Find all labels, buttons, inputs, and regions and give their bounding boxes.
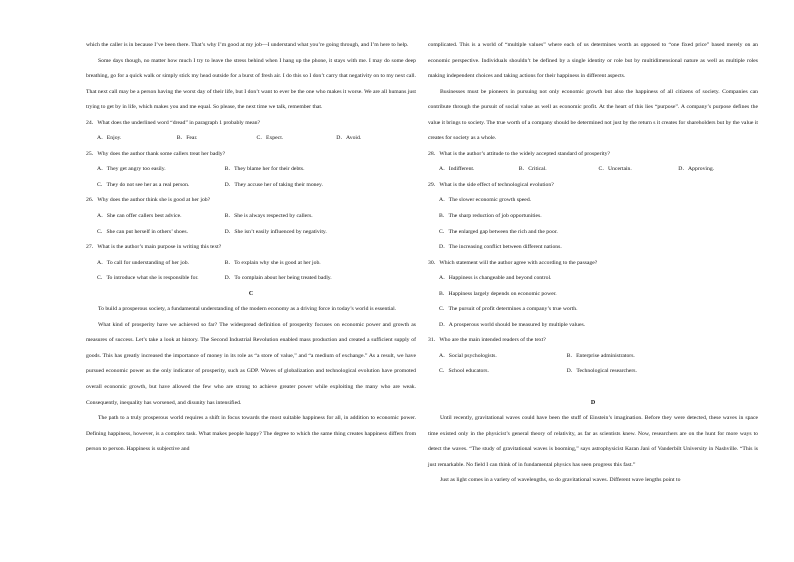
paragraph: To build a prosperous society, a fundamental understanding of the modern economy as a driving force in today’s world is essential. bbox=[98, 306, 397, 313]
option: A．Indifferent. bbox=[439, 166, 475, 173]
option: A．The slower economic growth speed. bbox=[439, 197, 532, 204]
option: D．Avoid. bbox=[336, 135, 362, 142]
right-column bbox=[428, 38, 758, 489]
options-26a bbox=[86, 209, 416, 225]
option: C．To introduce what she is responsible for. bbox=[97, 275, 199, 282]
options-27a bbox=[86, 256, 416, 272]
options-26b bbox=[86, 225, 416, 241]
option: B．Happiness largely depends on economic power. bbox=[439, 290, 557, 297]
paragraph: Some days though, no matter how much I try to leave the stress behind when I hang up the phone, it stays with me. I may do some deep breathing, go for a quick walk or simply stick my head outside for a burst of fresh air. I do this so I don’t carry that negativity on to my next call. That next call may be a person having the worst day of their life, but I don’t want to ever be the one who makes it worse. We are all humans just trying to get by in life, which makes you and me equal. So please, the next time we talk, remember that. bbox=[86, 57, 416, 111]
question-25: 25．Why does the author thank some callers treat her badly? bbox=[86, 150, 226, 157]
option: D．A prosperous world should be measured by multiple values. bbox=[439, 321, 586, 328]
section-heading-d: D bbox=[590, 399, 596, 406]
option: D．She isn’t easily influenced by negativity. bbox=[224, 228, 327, 235]
option: A．They get angry too easily. bbox=[97, 166, 166, 173]
option: D．The increasing conflict between different nations. bbox=[439, 244, 562, 251]
left-column bbox=[86, 38, 416, 458]
question-30: 30．Which statement will the author agree with according to the passage? bbox=[428, 259, 598, 266]
paragraph: which the caller is in because I’ve been there. That’s why I’m good at my job—I understand what you’re going through, and I’m here to help. bbox=[86, 42, 409, 48]
option: C．The pursuit of profit determines a company’s true worth. bbox=[439, 306, 578, 313]
option: A．To call for understanding of her job. bbox=[97, 259, 189, 266]
option: A．Enjoy. bbox=[97, 135, 122, 142]
question-27: 27．What is the author’s main purpose in writing this text? bbox=[86, 244, 222, 251]
paragraph: What kind of prosperity have we achieved so far? The widespread definition of prosperity focuses on economic power and growth as measures of success. Let’s take a look at history. The Second Industrial Revolution enabled mass production and created a sufficient supply of goods. This has greatly increased the importance of money in its role as “a store of value,” and “a medium of exchange.” As a result, we have pursued economic power as the only indicator of prosperity, such as GDP. Waves of globalization and technological evolution have promoted overall economic growth, but have allowed the few who are strong to achieve greater power while exploiting the many who are weak. Consequently, inequality has worsened, and disunity has intensified. bbox=[86, 321, 416, 406]
option: B．They blame her for their debts. bbox=[224, 166, 305, 173]
options-31a bbox=[428, 349, 758, 365]
option: C．School educators. bbox=[439, 368, 489, 375]
option: D．To complain about her being treated badly. bbox=[224, 275, 332, 282]
option: B．She is always respected by callers. bbox=[224, 213, 313, 220]
option: A．Happiness is changeable and beyond control. bbox=[439, 275, 552, 282]
question-31: 31．Who are the main intended readers of the text? bbox=[428, 337, 546, 344]
option: D．They accuse her of taking their money. bbox=[224, 181, 323, 188]
option: C．Expect. bbox=[256, 135, 284, 142]
option: B．Fear. bbox=[176, 135, 198, 142]
paragraph: Just as light comes in a variety of wavelengths, so do gravitational waves. Different wave lengths point to bbox=[440, 477, 681, 484]
options-31b bbox=[428, 364, 758, 380]
paragraph: Until recently, gravitational waves could have been the stuff of Einstein’s imagination. Before they were detected, these waves in space time existed only in the physicist’s general theory of relativity, as far as scientists knew. Now, researchers are on the hunt for more ways to detect the waves. “The study of gravitational waves is booming,” says astrophysicist Karan Jani of Vanderbilt University in Nashville. “This is just remarkable. No field I can think of in fundamental physics has seen progress this fast.” bbox=[428, 415, 758, 468]
option: D．Approving. bbox=[678, 166, 715, 173]
option: C．They do not see her as a real person. bbox=[97, 181, 190, 188]
paragraph: The path to a truly prosperous world requires a shift in focus towards the most suitable happiness for all, in addition to economic power. Defining happiness, however, is a complex task. What makes people happy? The degree to which the same thing creates happiness differs from person to person. Happiness is subjective and bbox=[86, 415, 416, 453]
options-24 bbox=[86, 131, 416, 147]
paragraph: complicated. This is a world of “multiple values” where each of us determines worth as opposed to “one fixed price” based merely on an economic perspective. Individuals shouldn’t be defined by a single identity or role but by multidimensional nature as well as multiple roles making independent choices and taking actions for their happiness in different aspects. bbox=[428, 42, 758, 80]
options-28 bbox=[428, 162, 758, 178]
option: B．Critical. bbox=[518, 166, 547, 173]
section-heading-c: C bbox=[248, 290, 254, 297]
option: C．Uncertain. bbox=[598, 166, 632, 173]
option: A．She can offer callers best advice. bbox=[97, 213, 182, 220]
spacer bbox=[428, 380, 758, 396]
question-24: 24．What does the underlined word “dread” in paragraph 1 probably mean? bbox=[86, 119, 261, 126]
options-27b bbox=[86, 271, 416, 287]
options-25b bbox=[86, 178, 416, 194]
question-29: 29．What is the side effect of technological evolution? bbox=[428, 181, 554, 188]
option: C．She can put herself in others’ shoes. bbox=[97, 228, 189, 235]
question-26: 26．Why does the author think she is good at her job? bbox=[86, 197, 211, 204]
option: B．To explain why she is good at her job. bbox=[224, 259, 321, 266]
question-28: 28．What is the author’s attitude to the widely accepted standard of prosperity? bbox=[428, 150, 610, 157]
option: B．Enterprise administrators. bbox=[566, 352, 635, 359]
options-25a bbox=[86, 162, 416, 178]
option: D．Technological researchers. bbox=[566, 368, 637, 375]
option: C．The enlarged gap between the rich and the poor. bbox=[439, 228, 558, 235]
option: B．The sharp reduction of job opportunities. bbox=[439, 213, 542, 220]
paragraph: Businesses must be pioneers in pursuing not only economic growth but also the happiness of all citizens of society. Companies can contribute through the pursuit of social value as well as economic profit. At the heart of this lies “purpose”. A company’s purpose defines the value it brings to society. The true worth of a company should be determined not just by the return s it creates for shareholders but by the value it creates for society as a whole. bbox=[428, 88, 758, 142]
option: A．Social psychologists. bbox=[439, 352, 497, 359]
